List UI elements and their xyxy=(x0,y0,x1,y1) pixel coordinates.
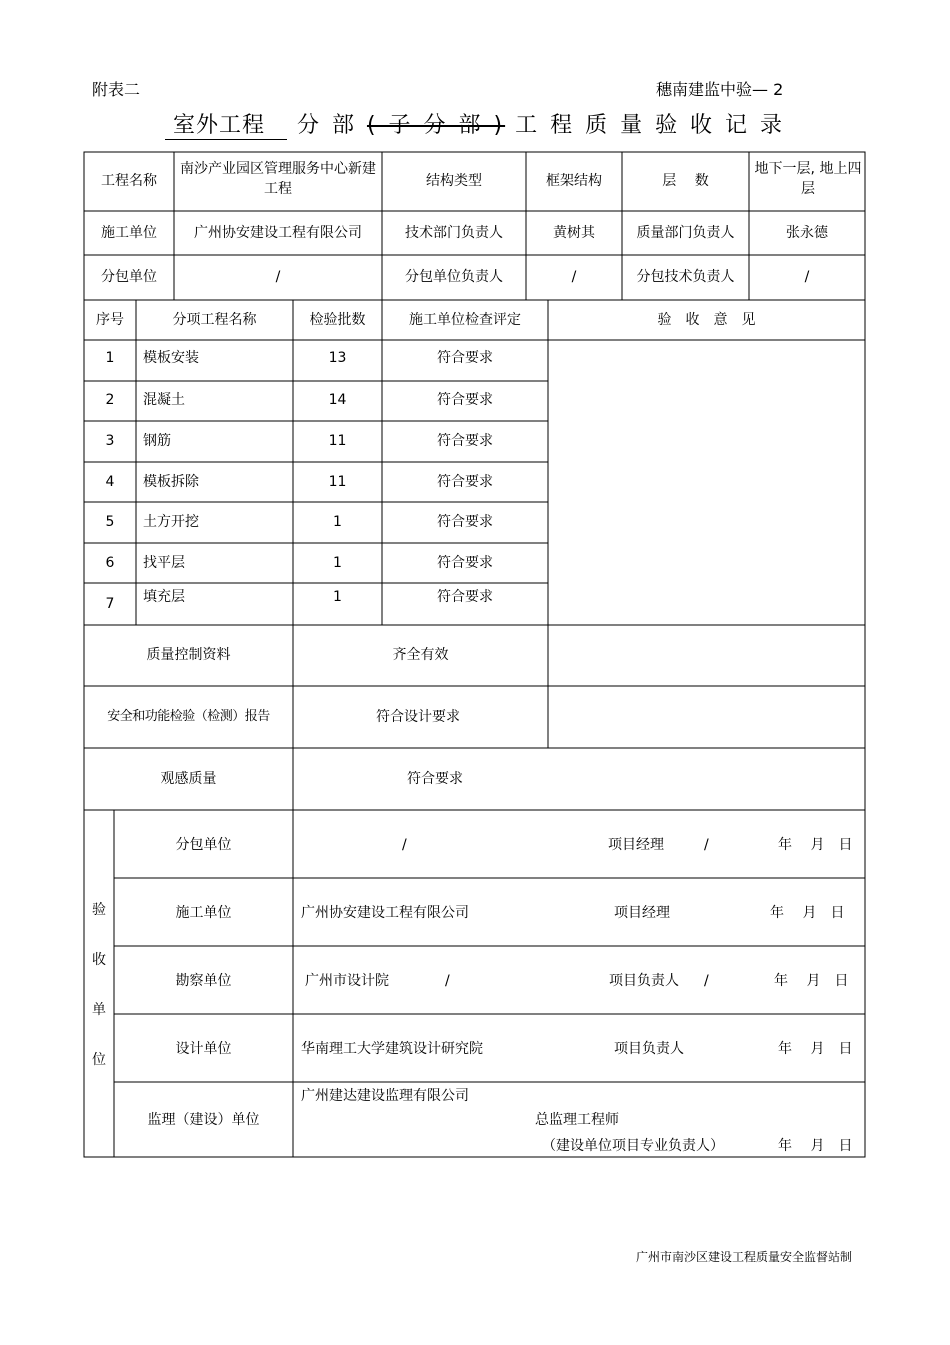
acceptance-unit: 勘察单位 xyxy=(175,973,232,989)
sub-head-value: / xyxy=(571,269,577,285)
acceptance-unit: 分包单位 xyxy=(175,837,232,853)
item-batches: 1 xyxy=(333,555,342,571)
item-no: 7 xyxy=(105,596,115,612)
issuer-footer: 广州市南沙区建设工程质量安全监督站制 xyxy=(635,1250,852,1264)
item-batches: 13 xyxy=(328,350,347,366)
item-name: 混凝土 xyxy=(143,392,185,408)
col-header-opinion: 验 收 意 见 xyxy=(657,312,756,328)
item-batches: 1 xyxy=(333,589,342,605)
safety-report-value: 符合设计要求 xyxy=(376,709,460,725)
document-code: 穗南建监中验— 2 xyxy=(656,80,784,99)
quality-control-value: 齐全有效 xyxy=(392,647,449,663)
item-batches: 11 xyxy=(328,474,347,490)
item-result: 符合要求 xyxy=(437,392,493,408)
acceptance-date: 年 月 日 xyxy=(778,1041,853,1057)
item-no: 6 xyxy=(105,555,115,571)
item-no: 2 xyxy=(105,392,115,408)
floors-label: 层 数 xyxy=(662,173,709,189)
acceptance-role: 项目负责人 xyxy=(609,973,679,989)
acceptance-role: 项目经理 xyxy=(608,837,664,853)
acceptance-date: 年 月 日 xyxy=(770,905,845,921)
col-header-name: 分项工程名称 xyxy=(172,312,257,328)
subcontractor-value: / xyxy=(275,269,281,285)
acceptance-unit: 监理（建设）单位 xyxy=(147,1112,260,1128)
acceptance-side-char: 位 xyxy=(92,1052,106,1068)
structure-type-value: 框架结构 xyxy=(546,173,602,189)
floors-value: 地下一层, 地上四层 xyxy=(754,161,862,197)
item-batches: 11 xyxy=(328,433,347,449)
acceptance-unit: 施工单位 xyxy=(175,905,232,921)
tech-head-value: 黄树其 xyxy=(553,225,595,241)
item-name: 钢筋 xyxy=(143,433,171,449)
title-part3: 工 程 质 量 验 收 记 录 xyxy=(515,113,786,138)
acceptance-role-value: / xyxy=(704,973,709,989)
appearance-quality-value: 符合要求 xyxy=(407,771,463,787)
project-name-value: 南沙产业园区管理服务中心新建工程 xyxy=(180,161,376,197)
item-name: 填充层 xyxy=(143,589,185,605)
acceptance-role: 项目负责人 xyxy=(614,1041,684,1057)
acceptance-side-char: 单 xyxy=(92,1002,106,1018)
sub-tech-head-label: 分包技术负责人 xyxy=(636,269,735,285)
item-result: 符合要求 xyxy=(437,474,493,490)
acceptance-role: 总监理工程师 xyxy=(535,1112,619,1128)
acceptance-name: 广州协安建设工程有限公司 xyxy=(301,905,469,921)
title-fill-in: 室外工程 xyxy=(165,108,287,140)
item-name: 找平层 xyxy=(143,555,185,571)
item-no: 4 xyxy=(105,474,115,490)
acceptance-role-note: （建设单位项目专业负责人） xyxy=(542,1138,724,1154)
item-batches: 14 xyxy=(328,392,347,408)
quality-head-value: 张永德 xyxy=(786,225,828,241)
item-batches: 1 xyxy=(333,514,342,530)
acceptance-side-char: 收 xyxy=(92,952,106,968)
col-header-check: 施工单位检查评定 xyxy=(409,312,521,328)
item-result: 符合要求 xyxy=(437,589,493,605)
item-name: 模板拆除 xyxy=(143,474,199,490)
title-struck-text: ( 子 分 部 ) xyxy=(366,113,506,138)
item-name: 土方开挖 xyxy=(143,514,199,530)
acceptance-side-char: 验 xyxy=(92,902,106,918)
form-number-label: 附表二 xyxy=(92,80,141,99)
item-result: 符合要求 xyxy=(437,555,493,571)
item-name: 模板安装 xyxy=(143,350,199,366)
col-header-no: 序号 xyxy=(96,312,124,328)
quality-head-label: 质量部门负责人 xyxy=(636,225,735,241)
sub-head-label: 分包单位负责人 xyxy=(405,269,503,285)
tech-head-label: 技术部门负责人 xyxy=(405,225,503,241)
item-result: 符合要求 xyxy=(437,433,493,449)
title-part1: 分 部 xyxy=(296,113,357,138)
sub-tech-head-value: / xyxy=(804,269,810,285)
safety-report-label: 安全和功能检验（检测）报告 xyxy=(107,709,270,724)
appearance-quality-label: 观感质量 xyxy=(160,771,217,787)
acceptance-date: 年 月 日 xyxy=(774,973,849,989)
acceptance-name: / xyxy=(402,837,407,853)
acceptance-date: 年 月 日 xyxy=(778,837,853,853)
contractor-value: 广州协安建设工程有限公司 xyxy=(194,225,362,241)
acceptance-name-slash: / xyxy=(445,973,450,989)
item-result: 符合要求 xyxy=(437,350,493,366)
subcontractor-label: 分包单位 xyxy=(101,269,157,285)
acceptance-role: 项目经理 xyxy=(614,905,670,921)
acceptance-name: 华南理工大学建筑设计研究院 xyxy=(301,1041,483,1057)
contractor-label: 施工单位 xyxy=(101,225,157,241)
quality-control-label: 质量控制资料 xyxy=(146,647,231,663)
structure-type-label: 结构类型 xyxy=(426,173,482,189)
item-no: 1 xyxy=(105,350,115,366)
item-no: 3 xyxy=(105,433,115,449)
acceptance-name: 广州市设计院 xyxy=(305,973,389,989)
acceptance-name: 广州建达建设监理有限公司 xyxy=(301,1088,469,1104)
item-result: 符合要求 xyxy=(437,514,493,530)
col-header-batches: 检验批数 xyxy=(309,312,366,328)
item-no: 5 xyxy=(105,514,115,530)
acceptance-role-value: / xyxy=(704,837,709,853)
acceptance-date: 年 月 日 xyxy=(778,1138,853,1154)
project-name-label: 工程名称 xyxy=(101,173,157,189)
acceptance-unit: 设计单位 xyxy=(175,1041,232,1057)
